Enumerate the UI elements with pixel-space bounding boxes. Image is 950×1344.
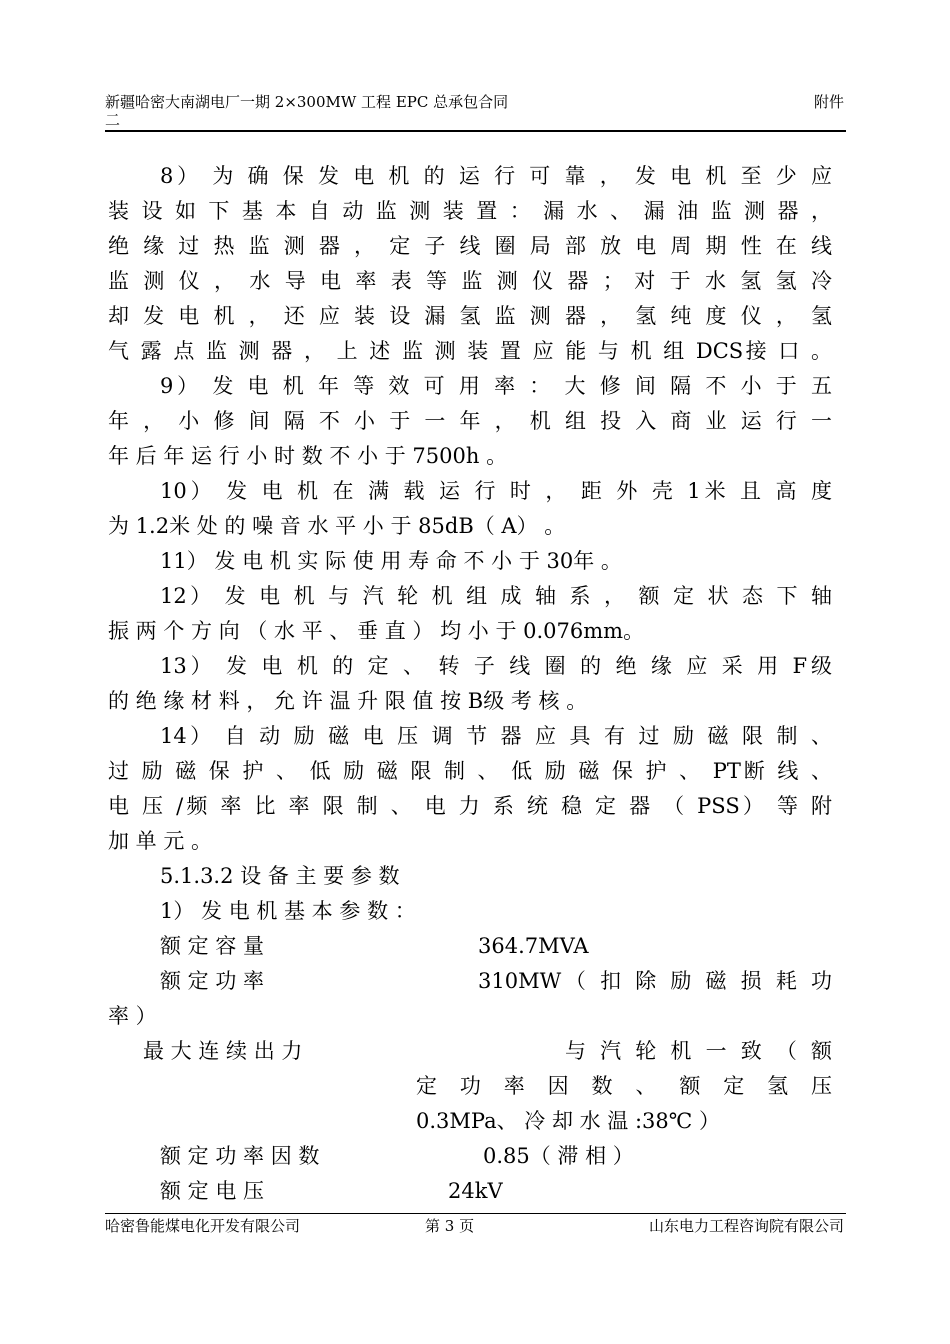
para-line: 8） 为 确 保 发 电 机 的 运 行 可 靠 ， 发 电 机 至 少 应 [160,164,832,188]
param-label: 额 定 容 量 [160,934,265,958]
section-heading: 5.1.3.2 设 备 主 要 参 数 [160,864,400,888]
para-line: 过 励 磁 保 护 、 低 励 磁 限 制 、 低 励 磁 保 护 、 PT断 线 、 [108,759,832,783]
para-line: 装 设 如 下 基 本 自 动 监 测 装 置 ： 漏 水 、 漏 油 监 测 器 ， [108,199,832,223]
param-value-continued: 0.3MPa、 冷 却 水 温 :38℃ ） [416,1109,720,1133]
subsection-heading: 1） 发 电 机 基 本 参 数 ： [160,899,416,923]
param-label: 额 定 功 率 [160,969,265,993]
para-line: 11） 发 电 机 实 际 使 用 寿 命 不 小 于 30年 。 [160,549,622,573]
para-line: 绝 缘 过 热 监 测 器 ， 定 子 线 圈 局 部 放 电 周 期 性 在 线 [108,234,832,258]
footer-right: 山东电力工程咨询院有限公司 [648,1217,844,1235]
para-line: 13） 发 电 机 的 定 、 转 子 线 圈 的 绝 缘 应 采 用 F级 [160,654,832,678]
header-title [105,94,508,129]
para-line: 14） 自 动 励 磁 电 压 调 节 器 应 具 有 过 励 磁 限 制 、 [160,724,832,748]
para-line: 为 1.2米 处 的 噪 音 水 平 小 于 85dB（ A） 。 [108,514,566,538]
para-line: 气 露 点 监 测 器 ， 上 述 监 测 装 置 应 能 与 机 组 DCS接 口 。 [108,339,832,363]
footer-left: 哈密鲁能煤电化开发有限公司 [105,1217,301,1235]
para-line: 年 ， 小 修 间 隔 不 小 于 一 年 ， 机 组 投 入 商 业 运 行 一 [108,409,832,433]
para-line: 电 压 /频 率 比 率 限 制 、 电 力 系 统 稳 定 器 （ PSS） 等 附 [108,794,832,818]
param-value-continued: 率 ） [108,1004,157,1028]
header-annex-label: 附件 [813,93,844,111]
para-line: 振 两 个 方 向 （ 水 平 、 垂 直 ） 均 小 于 0.076mm。 [108,619,645,643]
param-value: 310MW（ 扣 除 励 磁 损 耗 功 [478,969,832,993]
param-value: 24kV [448,1179,503,1203]
header-divider [105,130,846,132]
param-value: 0.85（ 滞 相 ） [483,1144,634,1168]
document-body [108,159,832,1209]
para-line: 监 测 仪 ， 水 导 电 率 表 等 监 测 仪 器 ； 对 于 水 氢 氢 冷 [108,269,832,293]
para-line: 年 后 年 运 行 小 时 数 不 小 于 7500h 。 [108,444,508,468]
para-line: 9） 发 电 机 年 等 效 可 用 率 ： 大 修 间 隔 不 小 于 五 [160,374,832,398]
param-label: 最 大 连 续 出 力 [143,1039,303,1063]
para-line: 10） 发 电 机 在 满 载 运 行 时 ， 距 外 壳 1米 且 高 度 [160,479,832,503]
para-line: 加 单 元 。 [108,829,213,853]
para-line: 12） 发 电 机 与 汽 轮 机 组 成 轴 系 ， 额 定 状 态 下 轴 [160,584,832,608]
para-line: 却 发 电 机 ， 还 应 装 设 漏 氢 监 测 器 ， 氢 纯 度 仪 ， 氢 [108,304,832,328]
param-label: 额 定 电 压 [160,1179,265,1203]
param-label: 额 定 功 率 因 数 [160,1144,320,1168]
para-line: 的 绝 缘 材 料 ， 允 许 温 升 限 值 按 B级 考 核 。 [108,689,588,713]
param-value: 364.7MVA [478,934,589,958]
footer-divider [105,1213,846,1214]
footer-page-number: 第 3 页 [425,1217,475,1235]
param-value: 与 汽 轮 机 一 致 （ 额 [565,1039,832,1063]
header-title-line1: 新疆哈密大南湖电厂一期 2×300MW 工程 EPC 总承包合同 [105,93,509,111]
param-value-continued: 定 功 率 因 数 、 额 定 氢 压 [416,1074,832,1098]
header-title-line2: 二 [105,111,121,129]
